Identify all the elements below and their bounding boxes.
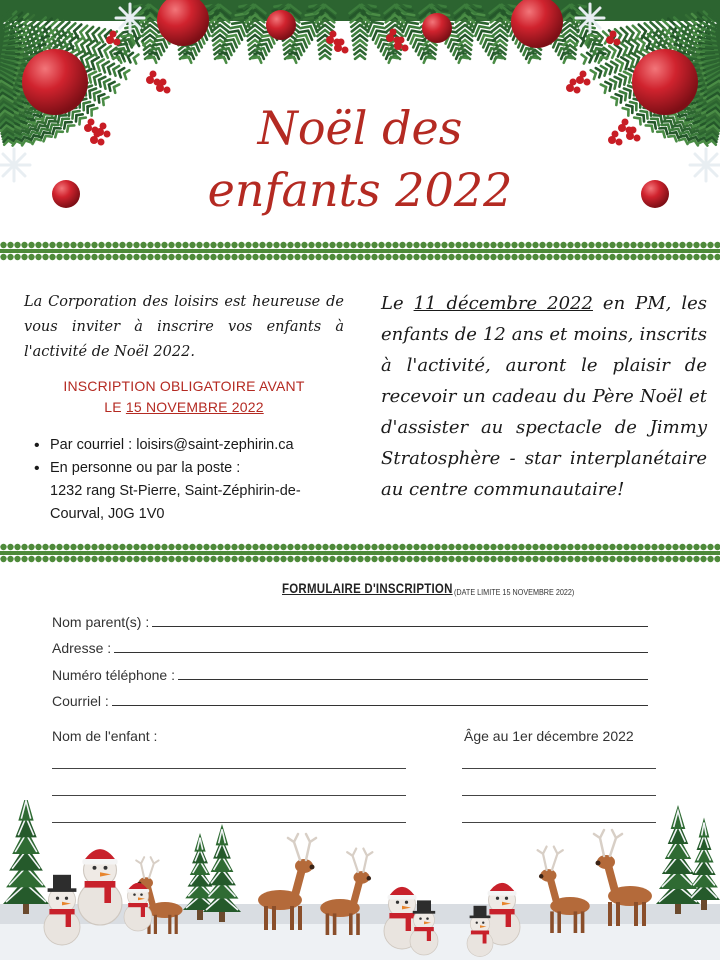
event-date: 11 décembre 2022 xyxy=(414,293,593,314)
top-divider xyxy=(0,238,720,264)
form-title: FORMULAIRE D'INSCRIPTION xyxy=(282,580,453,596)
contact-mail: • En personne ou par la poste : xyxy=(32,457,352,480)
event-le: Le xyxy=(381,293,414,314)
contact-list xyxy=(32,434,352,526)
form-deadline-note: (DATE LIMITE 15 NOVEMBRE 2022) xyxy=(454,587,574,597)
email-field[interactable] xyxy=(52,693,648,709)
event-description xyxy=(381,288,707,505)
age-line-1[interactable] xyxy=(462,768,656,769)
address-line[interactable] xyxy=(114,651,648,653)
intro-text: La Corporation des loisirs est heureuse de vous inviter à inscrire vos enfants à l'activité de Noël 2022. xyxy=(24,290,344,365)
parent-name-line[interactable] xyxy=(152,625,648,627)
deadline-notice xyxy=(24,376,344,418)
deadline-date: 15 NOVEMBRE 2022 xyxy=(126,399,264,415)
phone-field[interactable] xyxy=(52,667,648,683)
child-name-line-2[interactable] xyxy=(52,795,406,796)
winter-scene-illustration xyxy=(0,800,720,960)
deadline-line-2 xyxy=(24,397,344,418)
phone-label: Numéro téléphone : xyxy=(52,667,175,683)
age-line-2[interactable] xyxy=(462,795,656,796)
middle-divider xyxy=(0,540,720,566)
title-line-2: enfants 2022 xyxy=(0,160,720,220)
winter-scene xyxy=(0,800,720,960)
child-name-label: Nom de l'enfant : xyxy=(52,728,157,744)
email-line[interactable] xyxy=(112,704,648,706)
age-label: Âge au 1er décembre 2022 xyxy=(464,728,634,744)
contact-email: • Par courriel : loisirs@saint-zephirin.ca xyxy=(32,434,352,457)
email-label: Courriel : xyxy=(52,693,109,709)
phone-line[interactable] xyxy=(178,678,648,680)
address-line-1: 1232 rang St-Pierre, Saint-Zéphirin-de- xyxy=(32,480,352,503)
parent-name-label: Nom parent(s) : xyxy=(52,614,149,630)
deadline-line-1: INSCRIPTION OBLIGATOIRE AVANT xyxy=(24,376,344,397)
event-text: en PM, les enfants de 12 ans et moins, inscrits à l'activité, auront le plaisir de recevoir un cadeau du Père Noël et d'assister au spectacle de Jimmy Stratosphère - star interplanétaire au centre communautaire! xyxy=(381,293,707,500)
address-line-2: Courval, J0G 1V0 xyxy=(32,503,352,526)
child-name-line-1[interactable] xyxy=(52,768,406,769)
address-label: Adresse : xyxy=(52,640,111,656)
address-field[interactable] xyxy=(52,640,648,656)
title-line-1: Noël des xyxy=(0,98,720,158)
parent-name-field[interactable] xyxy=(52,614,648,630)
deadline-prefix: LE xyxy=(104,399,126,415)
